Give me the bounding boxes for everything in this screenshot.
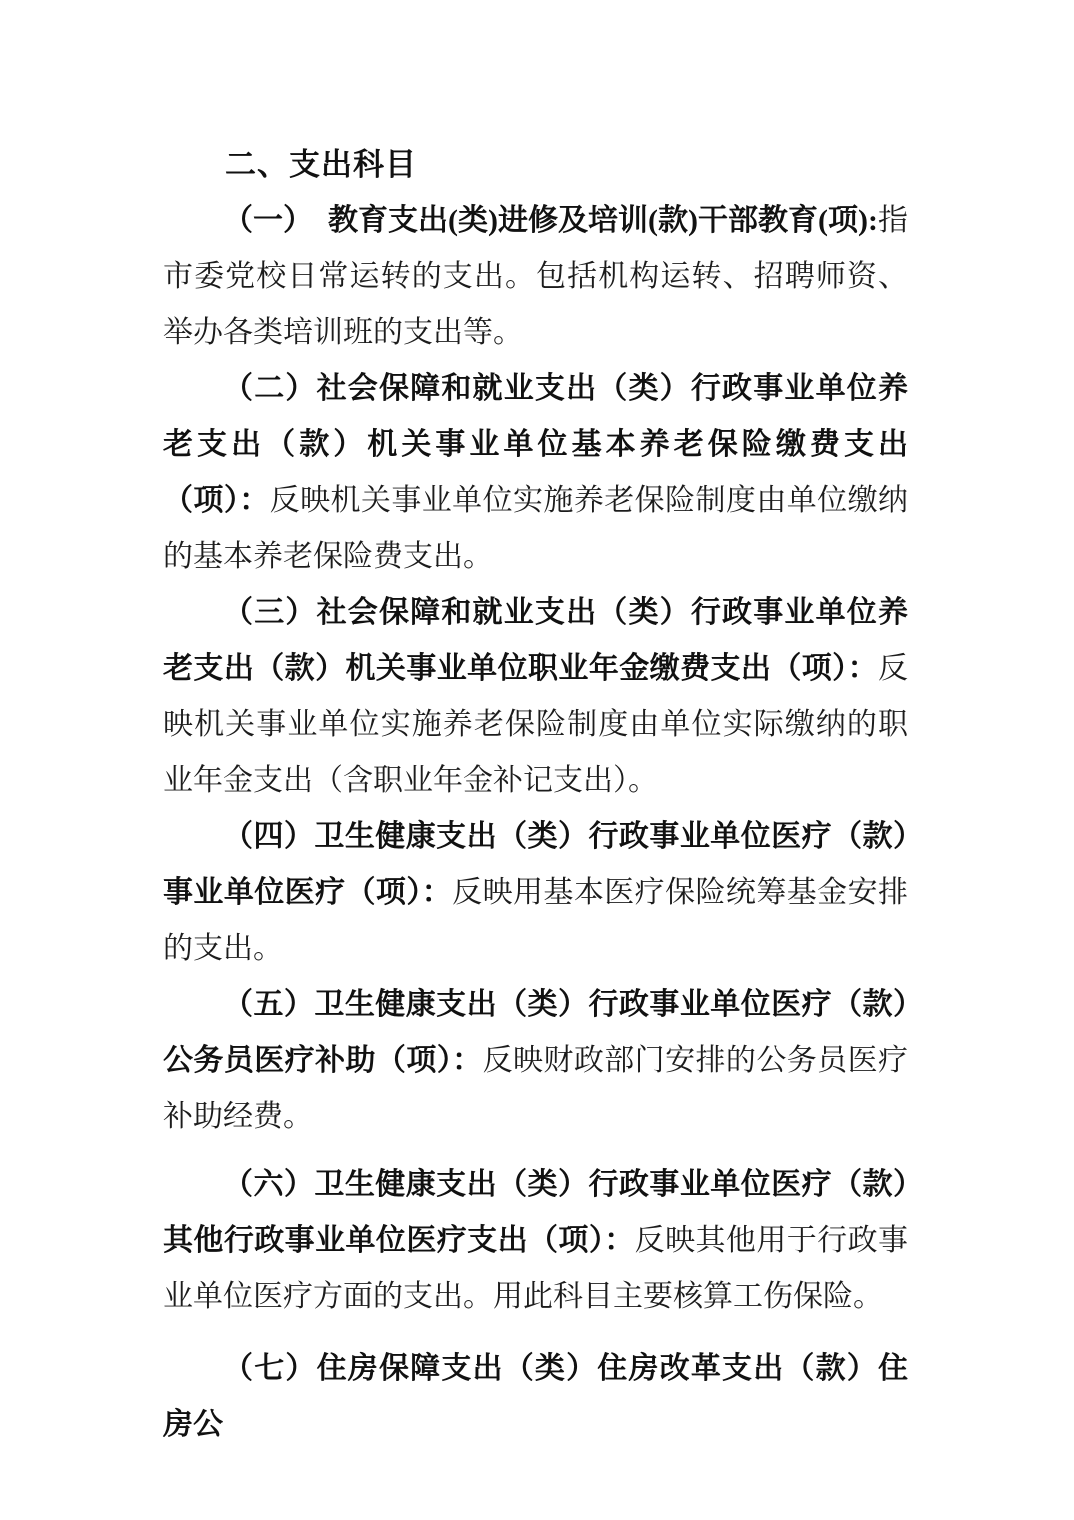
paragraph-1-lead: （一） 教育支出(类)进修及培训(款)干部教育(项):	[223, 204, 878, 237]
paragraph-2-body: 反映机关事业单位实施养老保险制度由单位缴纳的基本养老保险费支出。	[163, 484, 909, 573]
paragraph-5-lead: （五）卫生健康支出（类）行政事业单位医疗（款）公务员医疗补助（项）：	[163, 988, 908, 1077]
paragraph-expenditure-item-1	[163, 193, 908, 361]
paragraph-4-lead: （四）卫生健康支出（类）行政事业单位医疗（款）事业单位医疗（项）：	[163, 820, 908, 909]
paragraph-expenditure-item-5	[163, 977, 908, 1145]
paragraph-1-body: 指市委党校日常运转的支出。包括机构运转、招聘师资、举办各类培训班的支出等。	[163, 204, 909, 349]
paragraph-7-lead: （七）住房保障支出（类）住房改革支出（款）住房公	[163, 1352, 908, 1441]
paragraph-expenditure-item-2	[163, 361, 908, 585]
paragraph-expenditure-item-3	[163, 585, 908, 809]
paragraph-6-body: 反映其他用于行政事业单位医疗方面的支出。用此科目主要核算工伤保险。	[163, 1224, 909, 1313]
paragraph-expenditure-item-7	[163, 1341, 908, 1453]
paragraph-5-body: 反映财政部门安排的公务员医疗补助经费。	[163, 1044, 909, 1133]
paragraph-3-lead: （三）社会保障和就业支出（类）行政事业单位养老支出（款）机关事业单位职业年金缴费支出（项）：	[163, 596, 908, 685]
paragraph-6-lead: （六）卫生健康支出（类）行政事业单位医疗（款）其他行政事业单位医疗支出（项）：	[163, 1168, 908, 1257]
section-heading: 二、支出科目	[225, 147, 417, 182]
paragraph-2-lead: （二）社会保障和就业支出（类）行政事业单位养老支出（款）机关事业单位基本养老保险缴费支出（项）：	[163, 372, 908, 517]
paragraph-expenditure-item-4	[163, 809, 908, 977]
paragraph-expenditure-item-6	[163, 1157, 908, 1325]
paragraph-3-body: 反映机关事业单位实施养老保险制度由单位实际缴纳的职业年金支出（含职业年金补记支出）。	[163, 652, 908, 797]
paragraph-4-body: 反映用基本医疗保险统筹基金安排的支出。	[163, 876, 909, 965]
